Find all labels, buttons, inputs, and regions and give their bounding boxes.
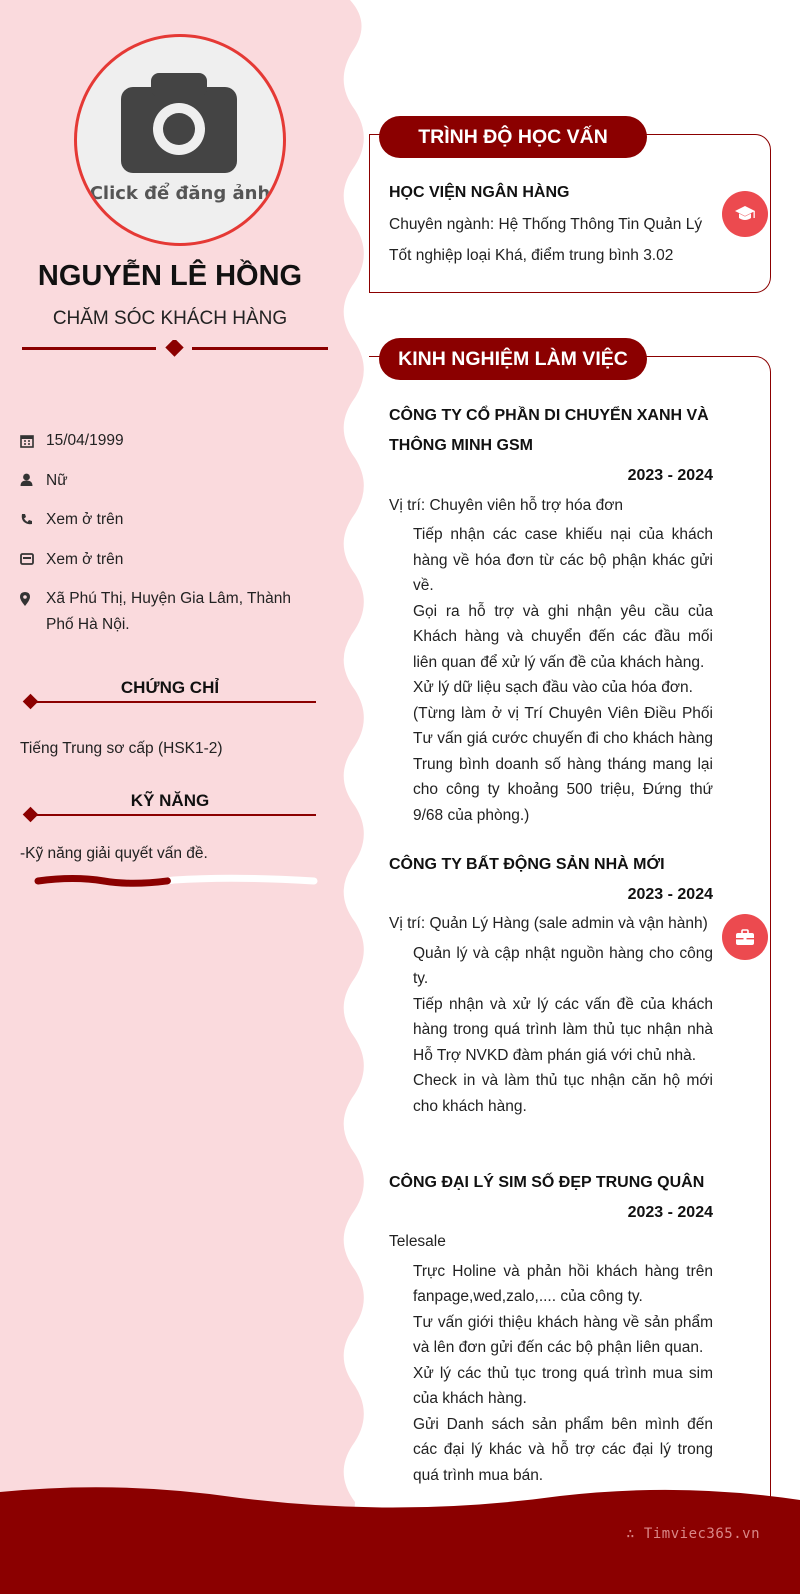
contact-phone <box>20 507 320 533</box>
email-icon <box>20 547 46 572</box>
job-years: 2023 - 2024 <box>627 467 713 484</box>
user-icon <box>20 468 46 493</box>
duty-item: (Từng làm ở vị Trí Chuyên Viên Điều Phối Tư vấn giá cước chuyến đi cho khách hàng Trung bình doanh số hàng tháng mang lại cho công ty khoảng 500 triệu, Đứng thứ 9/68 của phòng.) <box>413 704 713 824</box>
section-divider <box>20 805 320 827</box>
certificates-heading <box>20 678 320 698</box>
photo-placeholder-text: Click để đăng ảnh <box>89 183 271 204</box>
duty-item: Xử lý dữ liệu sạch đầu vào của hóa đơn. <box>413 679 693 696</box>
location-icon <box>20 586 46 611</box>
duty-item: Tiếp nhận và xử lý các vấn đề của khách hàng trong quá trình làm thủ tục nhận nhà Hỗ Trợ NVKD đàm phán giá với chủ nhà. <box>413 995 713 1064</box>
experience-heading: KINH NGHIỆM LÀM VIỆC <box>379 338 647 380</box>
job-entry <box>389 401 713 828</box>
skill-item: -Kỹ năng giải quyết vấn đề. <box>20 845 208 862</box>
job-duties <box>389 522 713 828</box>
job-duties <box>389 1259 713 1489</box>
brand-watermark: ∴ Timviec365.vn <box>626 1526 760 1542</box>
contact-value: Xem ở trên <box>46 511 124 528</box>
certificate-item: Tiếng Trung sơ cấp (HSK1-2) <box>20 740 223 757</box>
job-position: Vị trí: Quản Lý Hàng (sale admin và vận hành) <box>389 915 708 932</box>
briefcase-icon <box>722 914 768 960</box>
duty-item: Check in và làm thủ tục nhận căn hộ mới cho khách hàng. <box>413 1072 713 1115</box>
duty-item: Trực Holine và phản hồi khách hàng trên fanpage,wed,zalo,.... của công ty. <box>413 1262 713 1305</box>
candidate-title: CHĂM SÓC KHÁCH HÀNG <box>52 308 288 329</box>
contact-dob <box>20 428 320 454</box>
contact-address <box>20 586 320 637</box>
skills-heading <box>20 791 320 811</box>
duty-item: Xử lý các thủ tục trong quá trình mua sim của khách hàng. <box>413 1364 713 1407</box>
contact-value: Xã Phú Thị, Huyện Gia Lâm, Thành Phố Hà Nội. <box>46 590 291 633</box>
contact-value: Nữ <box>46 471 68 489</box>
skill-level-bar <box>34 874 318 888</box>
job-entry <box>389 852 713 1119</box>
job-position: Vị trí: Chuyên viên hỗ trợ hóa đơn <box>389 496 624 514</box>
skills-title: KỸ NĂNG <box>130 791 210 810</box>
education-heading: TRÌNH ĐỘ HỌC VẤN <box>379 116 647 158</box>
contact-email <box>20 547 320 573</box>
calendar-icon <box>20 428 46 453</box>
camera-icon <box>117 69 241 177</box>
company-name: CÔNG TY BẤT ĐỘNG SẢN NHÀ MỚI <box>389 856 665 873</box>
contact-value: 15/04/1999 <box>46 432 124 449</box>
job-years: 2023 - 2024 <box>627 1203 713 1221</box>
education-content <box>389 180 713 269</box>
education-result: Tốt nghiệp loại Khá, điểm trung bình 3.02 <box>389 247 674 264</box>
job-entry <box>389 1170 713 1488</box>
duty-item: Tư vấn giới thiệu khách hàng về sản phẩm và lên đơn gửi đến các bộ phận liên quan. <box>413 1313 713 1356</box>
company-name: CÔNG TY CỔ PHẦN DI CHUYỂN XANH VÀ THÔNG MINH GSM <box>389 407 709 454</box>
avatar-upload[interactable] <box>74 34 286 246</box>
duty-item: Gửi Danh sách sản phẩm bên mình đến các đại lý khác và hỗ trợ các đại lý trong quá trình mua bán. <box>413 1415 713 1484</box>
graduation-cap-icon <box>722 191 768 237</box>
contact-list <box>20 428 320 637</box>
certificates-title: CHỨNG CHỈ <box>120 678 220 697</box>
section-divider <box>20 692 320 714</box>
job-position: Telesale <box>389 1233 446 1250</box>
duty-item: Quản lý và cập nhật nguồn hàng cho công ty. <box>413 944 713 987</box>
contact-gender <box>20 468 320 494</box>
company-name: CÔNG ĐẠI LÝ SIM SỐ ĐẸP TRUNG QUÂN <box>389 1174 705 1191</box>
contact-value: Xem ở trên <box>46 550 124 568</box>
school-name: HỌC VIỆN NGÂN HÀNG <box>389 184 570 201</box>
candidate-name: NGUYỄN LÊ HỒNG <box>37 260 303 292</box>
education-major: Chuyên ngành: Hệ Thống Thông Tin Quản Lý <box>389 215 703 233</box>
job-years: 2023 - 2024 <box>627 885 713 903</box>
duty-item: Gọi ra hỗ trợ và ghi nhận yêu cầu của Khách hàng và chuyển đến các đầu mối liên quan để xử lý vấn đề của khách hàng. <box>413 602 713 671</box>
duty-item: Tiếp nhận các case khiếu nại của khách hàng về hóa đơn từ các bộ phận khác gửi về. <box>413 526 713 594</box>
job-duties <box>389 941 713 1120</box>
name-divider <box>22 340 328 358</box>
phone-icon <box>20 507 46 532</box>
